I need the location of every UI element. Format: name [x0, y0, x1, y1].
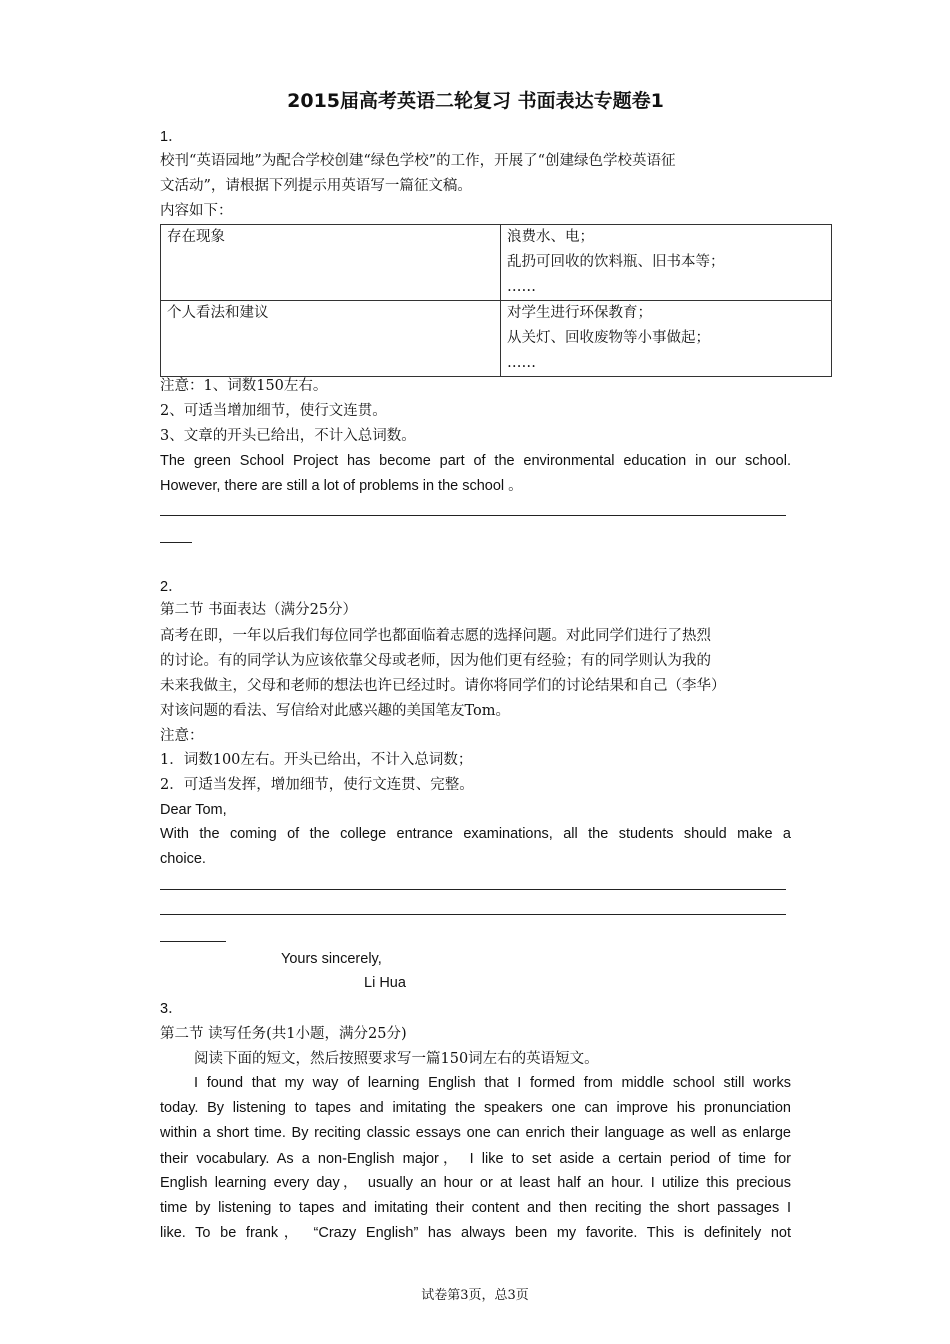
q2-note-2: 2．可适当发挥，增加细节，使行文连贯、完整。 [160, 777, 474, 793]
answer-line [160, 941, 226, 942]
table-cell-situation: 存在现象 [161, 225, 501, 301]
q1-note-1: 注意：1、词数150左右。 [160, 378, 328, 394]
list-item: …… [507, 279, 536, 295]
q1-note-3: 3、文章的开头已给出，不计入总词数。 [160, 428, 416, 444]
q3-passage-line: their vocabulary. As a non-English major， I like to set aside a certain period of time for [160, 1151, 791, 1167]
q2-prompt-line-2: 的讨论。有的同学认为应该依靠父母或老师，因为他们更有经验；有的同学则认为我的 [160, 653, 711, 669]
answer-line [160, 889, 786, 890]
q2-opening-line-1: With the coming of the college entrance examinations, all the students should make a [160, 826, 791, 842]
q3-passage-line: I found that my way of learning English that I formed from middle school still works [194, 1075, 791, 1091]
list-item: …… [507, 355, 536, 371]
q3-passage-line: within a short time. By reciting classic essays one can enrich their language as well as enlarge [160, 1125, 791, 1141]
answer-line [160, 515, 786, 516]
q1-note-2: 2、可适当增加细节，使行文连贯。 [160, 403, 387, 419]
q2-number: 2． [160, 579, 183, 595]
table-cell-opinion: 个人看法和建议 [161, 301, 501, 377]
q3-passage-line: time by listening to tapes and imitating their content and then reciting the short passages I [160, 1200, 791, 1216]
answer-line [160, 542, 192, 543]
q2-opening-line-2: choice. [160, 851, 206, 867]
q2-prompt-line-3: 未来我做主，父母和老师的想法也许已经过时。请你将同学们的讨论结果和自己（李华） [160, 678, 726, 694]
q2-salutation: Dear Tom, [160, 802, 227, 818]
q1-prompt-line-1: 校刊“英语园地”为配合学校创建“绿色学校”的工作，开展了“创建绿色学校英语征 [160, 153, 676, 169]
q3-passage-line: like. To be frank， “Crazy English” has always been my favorite. This is definitely not [160, 1225, 791, 1241]
q3-passage-line: English learning every day， usually an hour or at least half an hour. I utilize this precious [160, 1175, 791, 1191]
q1-opening-line-1: The green School Project has become part of the environmental education in our school. [160, 453, 791, 469]
list-item: 浪费水、电； [507, 229, 594, 245]
answer-line [160, 914, 786, 915]
table-cell-opinion-details [501, 301, 832, 377]
q2-signature: Li Hua [364, 975, 406, 991]
table-row [161, 225, 832, 301]
list-item: 对学生进行环保教育； [507, 305, 652, 321]
table-cell-situation-details [501, 225, 832, 301]
q3-passage-line: today. By listening to tapes and imitating the speakers one can improve his pronunciation [160, 1100, 791, 1116]
q2-closing: Yours sincerely, [281, 951, 382, 967]
q1-opening-line-2: However, there are still a lot of problems in the school 。 [160, 478, 523, 494]
q1-content-label: 内容如下： [160, 203, 233, 219]
page-title: 2015届高考英语二轮复习 书面表达专题卷1 [287, 90, 664, 112]
q1-content-table [160, 224, 832, 377]
q2-note-1: 1．词数100左右。开头已给出，不计入总词数； [160, 752, 473, 768]
q2-prompt-line-1: 高考在即，一年以后我们每位同学也都面临着志愿的选择问题。对此同学们进行了热烈 [160, 628, 711, 644]
q2-note-label: 注意： [160, 728, 204, 744]
q2-section-heading: 第二节 书面表达（满分25分） [160, 602, 358, 618]
q2-prompt-line-4: 对该问题的看法、写信给对此感兴趣的美国笔友Tom。 [160, 703, 511, 719]
table-row [161, 301, 832, 377]
q1-prompt-line-2: 文活动”，请根据下列提示用英语写一篇征文稿。 [160, 178, 472, 194]
list-item: 乱扔可回收的饮料瓶、旧书本等； [507, 254, 725, 270]
q3-instruction: 阅读下面的短文，然后按照要求写一篇150词左右的英语短文。 [194, 1051, 599, 1067]
q1-number: 1． [160, 129, 183, 145]
page-footer: 试卷第3页，总3页 [421, 1288, 529, 1303]
list-item: 从关灯、回收废物等小事做起； [507, 330, 710, 346]
q3-number: 3． [160, 1001, 183, 1017]
q3-section-heading: 第二节 读写任务(共1小题，满分25分) [160, 1026, 407, 1042]
